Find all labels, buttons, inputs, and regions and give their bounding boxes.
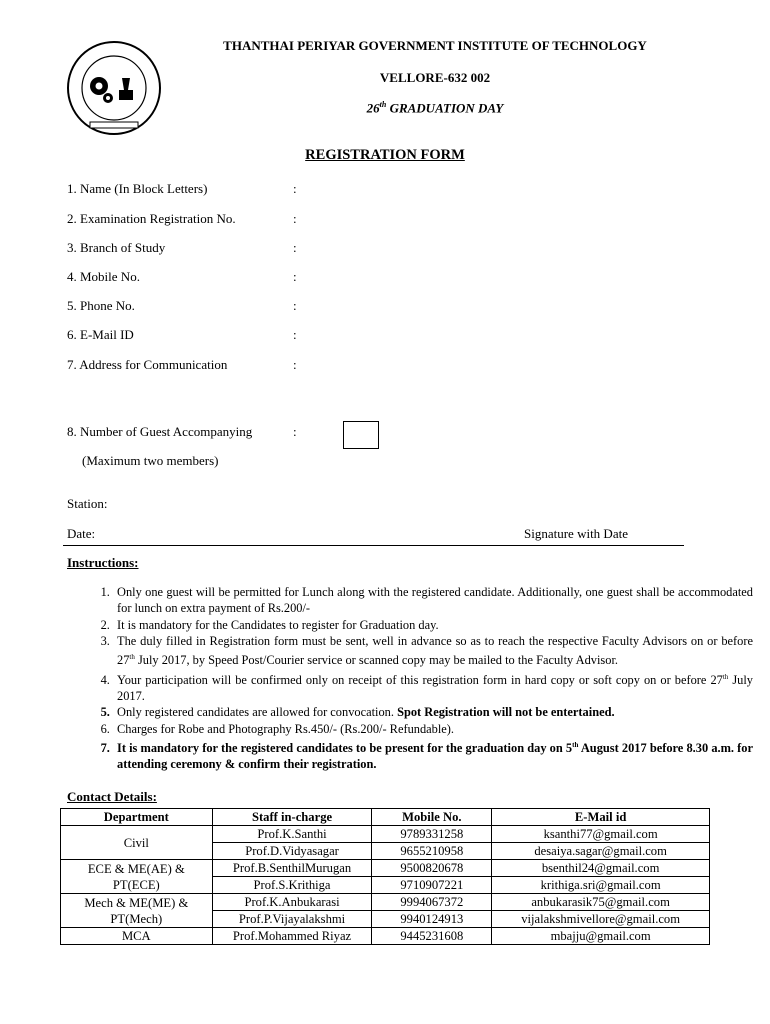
- table-row: [61, 826, 710, 843]
- contact-title: Contact Details:: [67, 789, 157, 804]
- staff-cell: Prof.P.Vijayalakshmi: [212, 911, 372, 928]
- signature-label: Signature with Date: [524, 526, 628, 541]
- staff-cell: Prof.K.Santhi: [212, 826, 372, 843]
- mobile-cell: 9789331258: [372, 826, 492, 843]
- graduation-day: 26th GRADUATION DAY: [366, 100, 504, 116]
- email-cell[interactable]: krithiga.sri@gmail.com: [492, 877, 710, 894]
- field-name-label: 1. Name (In Block Letters): [67, 181, 208, 196]
- mobile-cell: 9500820678: [372, 860, 492, 877]
- institute-logo: [64, 38, 164, 138]
- instruction-item: 1. Only one guest will be permitted for Lunch along with the registered candidate. Additionally, one guest shall be accommodated for lunch on extra payment of Rs.200/-: [113, 584, 753, 617]
- table-row: [61, 894, 710, 911]
- instruction-item: 7. It is mandatory for the registered candidates to be present for the graduation day on 5th August 2017 before 8.30 a.m. for attending ceremony & confirm their registration.: [113, 737, 753, 773]
- instruction-item: 2. It is mandatory for the Candidates to register for Graduation day.: [113, 617, 753, 633]
- col-header-department: Department: [61, 809, 213, 826]
- instruction-item: 5. Only registered candidates are allowed for convocation. Spot Registration will not be entertained.: [113, 704, 753, 720]
- field-guests-colon: :: [293, 424, 297, 439]
- mobile-cell: 9994067372: [372, 894, 492, 911]
- email-cell[interactable]: ksanthi77@gmail.com: [492, 826, 710, 843]
- field-branch-label: 3. Branch of Study: [67, 240, 166, 255]
- field-phone-label: 5. Phone No.: [67, 298, 135, 313]
- field-email-label: 6. E-Mail ID: [67, 327, 134, 342]
- staff-cell: Prof.B.SenthilMurugan: [212, 860, 372, 877]
- department-cell: Civil: [61, 826, 213, 860]
- field-mobile-colon: :: [293, 269, 297, 284]
- instructions-list: [67, 584, 753, 773]
- instruction-item: 6. Charges for Robe and Photography Rs.450/- (Rs.200/- Refundable).: [113, 721, 753, 737]
- staff-cell: Prof.Mohammed Riyaz: [212, 928, 372, 945]
- department-cell: ECE & ME(AE) & PT(ECE): [61, 860, 213, 894]
- table-header-row: [61, 809, 710, 826]
- field-name-colon: :: [293, 181, 297, 196]
- date-label: Date:: [67, 526, 96, 541]
- seal-icon: [64, 38, 164, 138]
- email-cell[interactable]: anbukarasik75@gmail.com: [492, 894, 710, 911]
- field-regno-colon: :: [293, 211, 297, 226]
- mobile-cell: 9445231608: [372, 928, 492, 945]
- field-address-label: 7. Address for Communication: [67, 357, 228, 372]
- station-label: Station:: [67, 496, 108, 511]
- field-email-colon: :: [293, 327, 297, 342]
- email-cell[interactable]: desaiya.sagar@gmail.com: [492, 843, 710, 860]
- field-branch-colon: :: [293, 240, 297, 255]
- col-header-staff: Staff in-charge: [212, 809, 372, 826]
- institute-name: THANTHAI PERIYAR GOVERNMENT INSTITUTE OF TECHNOLOGY: [223, 38, 647, 53]
- email-cell[interactable]: mbajju@gmail.com: [492, 928, 710, 945]
- instruction-item: 4. Your participation will be confirmed only on receipt of this registration form in hard copy or soft copy on or before 27th July 2017.: [113, 669, 753, 705]
- field-regno-label: 2. Examination Registration No.: [67, 211, 236, 226]
- instructions-title: Instructions:: [67, 555, 139, 570]
- divider-line: [63, 545, 684, 546]
- col-header-email: E-Mail id: [492, 809, 710, 826]
- field-phone-colon: :: [293, 298, 297, 313]
- email-cell[interactable]: bsenthil24@gmail.com: [492, 860, 710, 877]
- email-cell[interactable]: vijalakshmivellore@gmail.com: [492, 911, 710, 928]
- instruction-item: 3. The duly filled in Registration form must be sent, well in advance so as to reach the respective Faculty Advisors on or before 27th July 2017, by Speed Post/Courier service or scanned copy may be mailed to the Faculty Advisor.: [113, 633, 753, 669]
- mobile-cell: 9940124913: [372, 911, 492, 928]
- form-title: REGISTRATION FORM: [305, 147, 465, 163]
- col-header-mobile: Mobile No.: [372, 809, 492, 826]
- field-guests-label: 8. Number of Guest Accompanying: [67, 424, 253, 439]
- guest-count-box[interactable]: [343, 421, 379, 449]
- department-cell: Mech & ME(ME) & PT(Mech): [61, 894, 213, 928]
- mobile-cell: 9655210958: [372, 843, 492, 860]
- contact-table: [60, 808, 710, 945]
- field-mobile-label: 4. Mobile No.: [67, 269, 140, 284]
- field-address-colon: :: [293, 357, 297, 372]
- institute-address: VELLORE-632 002: [379, 70, 491, 85]
- staff-cell: Prof.K.Anbukarasi: [212, 894, 372, 911]
- staff-cell: Prof.S.Krithiga: [212, 877, 372, 894]
- mobile-cell: 9710907221: [372, 877, 492, 894]
- table-row: [61, 928, 710, 945]
- staff-cell: Prof.D.Vidyasagar: [212, 843, 372, 860]
- guest-note: (Maximum two members): [82, 453, 219, 468]
- department-cell: MCA: [61, 928, 213, 945]
- table-row: [61, 860, 710, 877]
